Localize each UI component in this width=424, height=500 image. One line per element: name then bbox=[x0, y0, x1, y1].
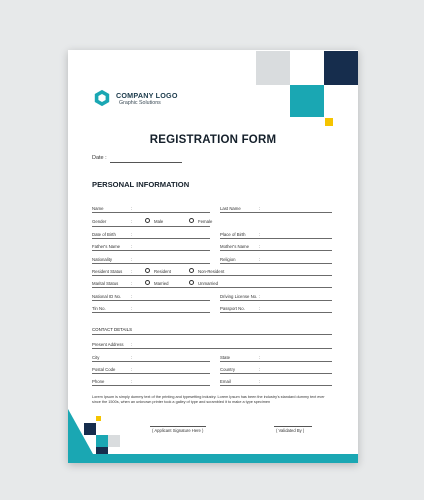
unmarried-option-label: Unmarried bbox=[198, 281, 219, 286]
postal-code-colon: : bbox=[131, 367, 133, 372]
national-id-field[interactable] bbox=[92, 300, 210, 301]
marital-status-colon: : bbox=[131, 281, 133, 286]
non-resident-option-label: Non-Resident bbox=[198, 269, 225, 274]
father-colon: : bbox=[131, 244, 133, 249]
date-label: Date : bbox=[92, 155, 107, 161]
last-name-field[interactable] bbox=[220, 212, 332, 213]
mother-colon: : bbox=[259, 244, 261, 249]
pob-label: Place of Birth bbox=[220, 232, 246, 237]
mother-field[interactable] bbox=[220, 250, 332, 251]
email-label: Email bbox=[220, 379, 231, 384]
contact-details-heading: CONTACT DETAILS bbox=[92, 327, 133, 332]
decor-square-gray-small bbox=[108, 435, 120, 447]
name-colon: : bbox=[131, 206, 133, 211]
decor-square-navy bbox=[324, 51, 358, 85]
postal-code-label: Postal Code bbox=[92, 367, 116, 372]
applicant-signature-line[interactable] bbox=[150, 426, 206, 427]
resident-option-label: Resident bbox=[154, 269, 171, 274]
decor-square-yellow bbox=[325, 118, 333, 126]
pob-field[interactable] bbox=[220, 238, 332, 239]
phone-label: Phone bbox=[92, 379, 105, 384]
present-address-colon: : bbox=[131, 342, 133, 347]
married-radio[interactable] bbox=[145, 280, 150, 285]
tin-colon: : bbox=[131, 306, 133, 311]
postal-code-field[interactable] bbox=[92, 373, 210, 374]
hexagon-logo-icon bbox=[93, 89, 111, 107]
religion-field[interactable] bbox=[220, 263, 332, 264]
country-field[interactable] bbox=[220, 373, 332, 374]
passport-colon: : bbox=[259, 306, 261, 311]
last-name-label: Last Name bbox=[220, 206, 241, 211]
state-field[interactable] bbox=[220, 361, 332, 362]
email-field[interactable] bbox=[220, 385, 332, 386]
state-colon: : bbox=[259, 355, 261, 360]
company-name: COMPANY LOGO bbox=[116, 91, 178, 100]
nationality-field[interactable] bbox=[92, 263, 210, 264]
country-label: Country bbox=[220, 367, 236, 372]
pob-colon: : bbox=[259, 232, 261, 237]
date-field[interactable] bbox=[110, 162, 182, 163]
tin-field[interactable] bbox=[92, 312, 210, 313]
validated-by-label: ( Validated By ) bbox=[276, 428, 305, 433]
resident-status-label: Resident Status bbox=[92, 269, 123, 274]
married-option-label: Married bbox=[154, 281, 169, 286]
gender-colon: : bbox=[131, 219, 133, 224]
disclaimer-text: Lorem Ipsum is simply dummy text of the printing and typesetting industry. Lorem Ipsum has been the industry's standard dummy text ever since the 1500s, when an unknown printer took a galley of type and scrambled it to make a type specimen bbox=[92, 395, 325, 405]
driving-license-colon: : bbox=[259, 294, 261, 299]
last-name-colon: : bbox=[259, 206, 261, 211]
tin-label: Tin No. bbox=[92, 306, 106, 311]
driving-license-field[interactable] bbox=[220, 300, 332, 301]
male-option-label: Male bbox=[154, 219, 164, 224]
name-label: Name bbox=[92, 206, 104, 211]
city-label: City bbox=[92, 355, 100, 360]
dob-colon: : bbox=[131, 232, 133, 237]
national-id-colon: : bbox=[131, 294, 133, 299]
mother-label: Mother's Name bbox=[220, 244, 249, 249]
female-option-label: Female bbox=[198, 219, 213, 224]
father-label: Father's Name bbox=[92, 244, 121, 249]
country-colon: : bbox=[259, 367, 261, 372]
passport-label: Passport No. bbox=[220, 306, 245, 311]
marital-status-field bbox=[92, 287, 332, 288]
contact-heading-rule bbox=[92, 334, 332, 335]
decor-square-gray bbox=[256, 51, 290, 85]
email-colon: : bbox=[259, 379, 261, 384]
present-address-label: Present Address bbox=[92, 342, 124, 347]
dob-field[interactable] bbox=[92, 238, 210, 239]
decor-square-teal bbox=[290, 85, 324, 117]
personal-info-heading: PERSONAL INFORMATION bbox=[92, 180, 190, 189]
company-tagline: Graphic Solutions bbox=[119, 100, 161, 106]
city-colon: : bbox=[131, 355, 133, 360]
resident-status-field bbox=[92, 275, 332, 276]
national-id-label: National ID No. bbox=[92, 294, 122, 299]
dob-label: Date of Birth bbox=[92, 232, 116, 237]
male-radio[interactable] bbox=[145, 218, 150, 223]
applicant-signature-label: ( Applicant Signature Here ) bbox=[152, 428, 204, 433]
validated-by-line[interactable] bbox=[274, 426, 312, 427]
phone-field[interactable] bbox=[92, 385, 210, 386]
registration-form-sheet bbox=[68, 50, 358, 463]
resident-radio[interactable] bbox=[145, 268, 150, 273]
passport-field[interactable] bbox=[220, 312, 332, 313]
gender-field bbox=[92, 226, 210, 227]
phone-colon: : bbox=[131, 379, 133, 384]
present-address-field[interactable] bbox=[92, 348, 332, 349]
footer-color-bar bbox=[68, 454, 358, 463]
nationality-label: Nationality bbox=[92, 257, 113, 262]
city-field[interactable] bbox=[92, 361, 210, 362]
state-label: State bbox=[220, 355, 231, 360]
father-field[interactable] bbox=[92, 250, 210, 251]
religion-colon: : bbox=[259, 257, 261, 262]
resident-status-colon: : bbox=[131, 269, 133, 274]
driving-license-label: Driving License No. bbox=[220, 294, 258, 299]
marital-status-label: Marital Status bbox=[92, 281, 119, 286]
form-title: REGISTRATION FORM bbox=[149, 134, 277, 146]
unmarried-radio[interactable] bbox=[189, 280, 194, 285]
female-radio[interactable] bbox=[189, 218, 194, 223]
religion-label: Religion bbox=[220, 257, 236, 262]
non-resident-radio[interactable] bbox=[189, 268, 194, 273]
gender-label: Gender bbox=[92, 219, 107, 224]
nationality-colon: : bbox=[131, 257, 133, 262]
name-field[interactable] bbox=[92, 212, 210, 213]
